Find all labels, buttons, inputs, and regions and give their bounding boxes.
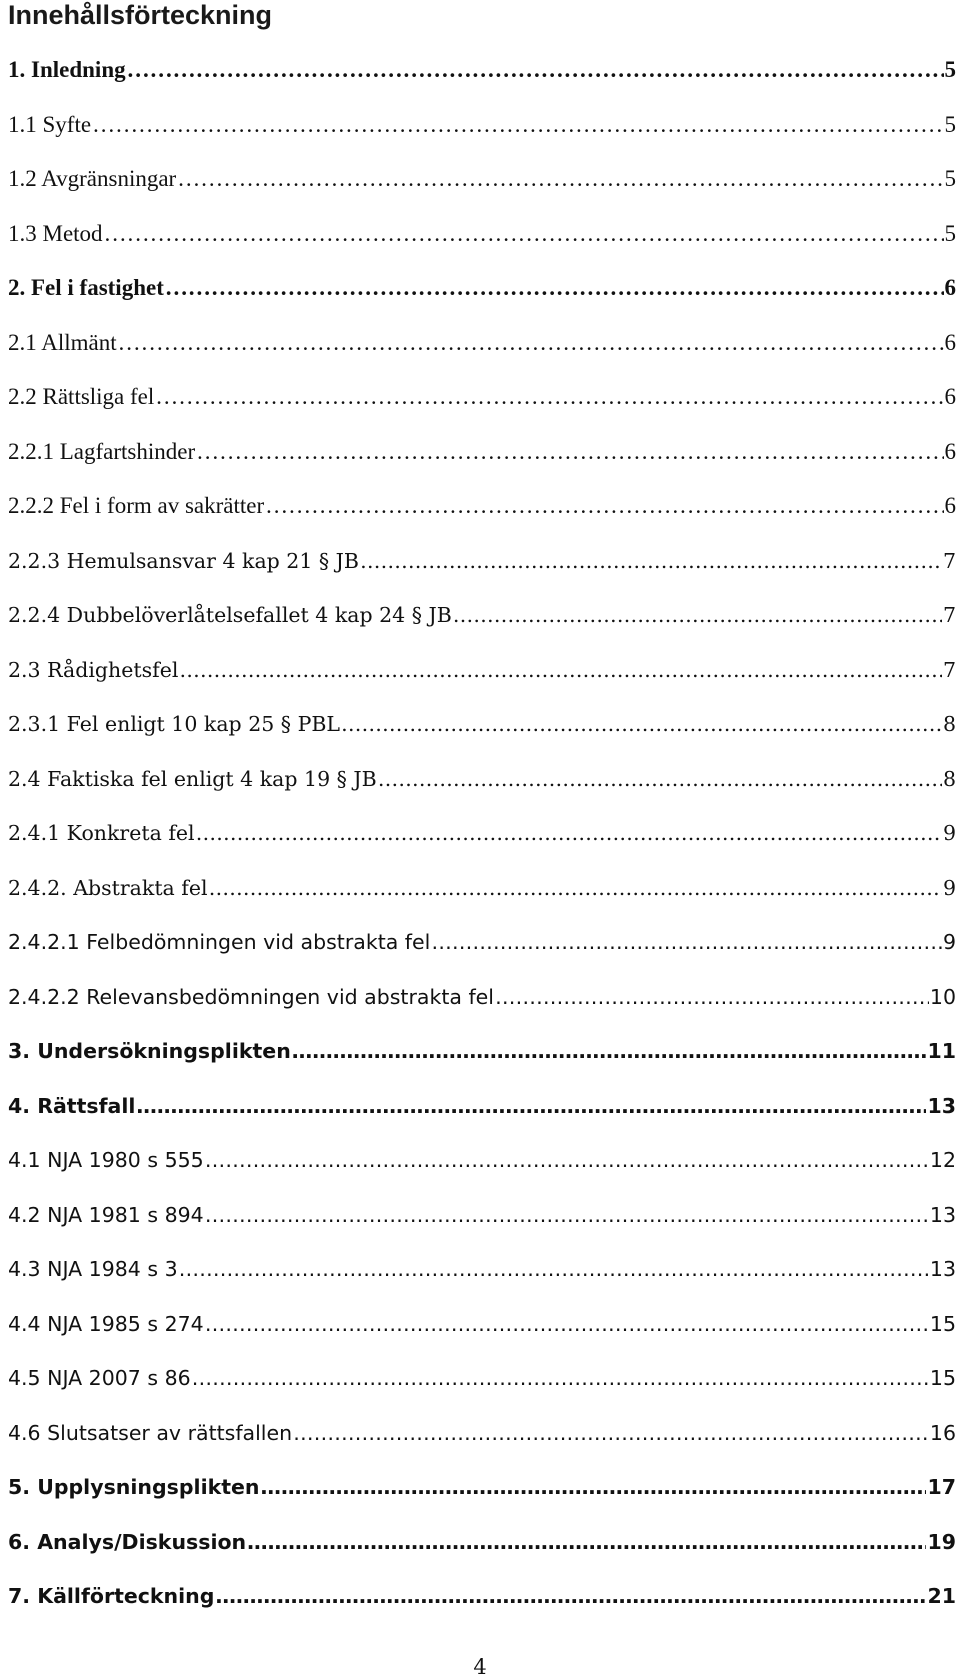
toc-entry-page: 8 (942, 712, 956, 736)
toc-entry-label: 2.4.2.1 Felbedömningen vid abstrakta fel (8, 930, 431, 954)
toc-entry-label: 2.2.3 Hemulsansvar 4 kap 21 § JB (8, 548, 359, 573)
toc-entry-label: 7. Källförteckning (8, 1584, 215, 1608)
toc-entry (8, 1193, 956, 1248)
toc-entry-page: 21 (927, 1584, 956, 1608)
toc-entry-page: 6 (944, 438, 956, 464)
toc-entry-page: 7 (942, 548, 956, 573)
toc-entry-label: 4.3 NJA 1984 s 3 (8, 1257, 178, 1281)
toc-entry-page: 6 (944, 329, 956, 355)
toc-entry (8, 1302, 956, 1357)
toc-entry-label: 4.4 NJA 1985 s 274 (8, 1311, 204, 1336)
toc-entry-label: 1.2 Avgränsningar (8, 166, 177, 191)
toc-entry (8, 1247, 956, 1302)
toc-entry-page: 13 (929, 1202, 956, 1227)
toc-entry (8, 757, 956, 812)
toc-entry (8, 975, 956, 1030)
toc-entry-label: 1. Inledning (8, 57, 126, 82)
toc-entry (8, 593, 956, 648)
toc-entry (8, 48, 956, 103)
toc-entry (8, 1411, 956, 1466)
toc-entry-page: 5 (944, 220, 956, 246)
toc-entry-page: 19 (927, 1529, 956, 1554)
toc-entry-page: 6 (944, 275, 956, 300)
toc-leader-dots (247, 1520, 926, 1564)
toc-entry-label: 5. Upplysningsplikten (8, 1475, 260, 1499)
toc-leader-dots (118, 321, 944, 365)
toc-entry-page: 13 (929, 1257, 956, 1281)
toc-entry-label: 2.4 Faktiska fel enligt 4 kap 19 § JB (8, 766, 377, 791)
toc-leader-dots (341, 702, 942, 746)
toc-entry (8, 1574, 956, 1629)
toc-leader-dots (261, 1465, 927, 1509)
toc-leader-dots (205, 1302, 929, 1346)
toc-entry (8, 702, 956, 757)
toc-entry-label: 4.2 NJA 1981 s 894 (8, 1202, 204, 1227)
toc-leader-dots (360, 539, 942, 583)
toc-entry-label: 4.1 NJA 1980 s 555 (8, 1148, 204, 1172)
toc-entry (8, 484, 956, 539)
toc-leader-dots (104, 212, 944, 256)
toc-entry-page: 11 (927, 1039, 956, 1063)
toc-entry (8, 1084, 956, 1139)
toc-entry-page: 5 (944, 166, 956, 191)
toc-entry (8, 866, 956, 921)
toc-leader-dots (92, 103, 943, 147)
table-of-contents (8, 48, 956, 1629)
toc-entry (8, 430, 956, 485)
toc-entry-label: 2. Fel i fastighet (8, 275, 164, 300)
toc-leader-dots (196, 811, 942, 855)
toc-leader-dots (378, 757, 942, 801)
toc-entry (8, 811, 956, 866)
toc-leader-dots (205, 1193, 929, 1237)
toc-leader-dots (179, 648, 942, 692)
toc-leader-dots (215, 1574, 926, 1618)
toc-entry-page: 17 (927, 1475, 956, 1499)
toc-entry-label: 2.1 Allmänt (8, 329, 117, 355)
page-number: 4 (473, 1655, 487, 1679)
toc-entry-page: 16 (929, 1420, 956, 1445)
toc-entry-page: 9 (942, 821, 956, 845)
toc-entry-label: 2.4.1 Konkreta fel (8, 821, 195, 845)
toc-entry-page: 12 (929, 1148, 956, 1172)
toc-entry (8, 1138, 956, 1193)
toc-entry (8, 321, 956, 376)
toc-entry-label: 2.2 Rättsliga fel (8, 384, 155, 409)
toc-entry-page: 9 (942, 875, 956, 900)
toc-entry-page: 15 (929, 1366, 956, 1390)
toc-entry-label: 4.5 NJA 2007 s 86 (8, 1366, 191, 1390)
toc-entry-label: 1.3 Metod (8, 220, 103, 246)
toc-entry-page: 7 (942, 657, 956, 682)
toc-entry (8, 266, 956, 321)
toc-entry-label: 2.3 Rådighetsfel (8, 657, 179, 682)
toc-entry-label: 2.3.1 Fel enligt 10 kap 25 § PBL (8, 712, 341, 736)
toc-entry (8, 539, 956, 594)
toc-entry-label: 2.2.2 Fel i form av sakrätter (8, 493, 265, 518)
toc-entry (8, 375, 956, 430)
toc-leader-dots (293, 1411, 929, 1455)
toc-entry-label: 4. Rättsfall (8, 1093, 136, 1118)
toc-entry-page: 9 (942, 930, 956, 954)
toc-leader-dots (136, 1084, 926, 1128)
toc-entry (8, 648, 956, 703)
toc-leader-dots (453, 593, 942, 637)
toc-leader-dots (205, 1138, 929, 1182)
toc-leader-dots (155, 375, 943, 419)
toc-entry-page: 10 (929, 984, 956, 1009)
toc-leader-dots (196, 430, 943, 474)
toc-entry-label: 3. Undersökningsplikten (8, 1039, 291, 1063)
toc-leader-dots (431, 920, 942, 964)
toc-entry-label: 2.2.1 Lagfartshinder (8, 438, 196, 464)
toc-entry-page: 8 (942, 766, 956, 791)
toc-entry-label: 1.1 Syfte (8, 111, 92, 137)
toc-leader-dots (292, 1029, 927, 1073)
toc-entry-page: 6 (944, 493, 956, 518)
toc-leader-dots (209, 866, 942, 910)
toc-entry (8, 1520, 956, 1575)
toc-entry-page: 5 (944, 57, 956, 82)
toc-entry (8, 1029, 956, 1084)
toc-entry-page: 13 (927, 1093, 956, 1118)
toc-entry (8, 1356, 956, 1411)
page-title: Innehållsförteckning (8, 0, 273, 30)
toc-entry (8, 212, 956, 267)
toc-entry (8, 920, 956, 975)
toc-leader-dots (177, 157, 943, 201)
toc-leader-dots (127, 48, 944, 92)
toc-entry (8, 157, 956, 212)
toc-entry (8, 103, 956, 158)
toc-leader-dots (165, 266, 944, 310)
toc-entry-label: 2.4.2. Abstrakta fel (8, 875, 208, 900)
toc-entry-page: 6 (944, 384, 956, 409)
toc-leader-dots (192, 1356, 929, 1400)
toc-entry (8, 1465, 956, 1520)
toc-leader-dots (265, 484, 943, 528)
toc-entry-label: 6. Analys/Diskussion (8, 1529, 247, 1554)
toc-entry-page: 15 (929, 1311, 956, 1336)
toc-entry-label: 2.2.4 Dubbelöverlåtelsefallet 4 kap 24 § JB (8, 603, 452, 627)
toc-entry-label: 2.4.2.2 Relevansbedömningen vid abstrakta fel (8, 984, 494, 1009)
toc-leader-dots (179, 1247, 929, 1291)
toc-leader-dots (495, 975, 929, 1019)
toc-entry-label: 4.6 Slutsatser av rättsfallen (8, 1420, 293, 1445)
toc-entry-page: 5 (944, 111, 956, 137)
toc-entry-page: 7 (942, 603, 956, 627)
